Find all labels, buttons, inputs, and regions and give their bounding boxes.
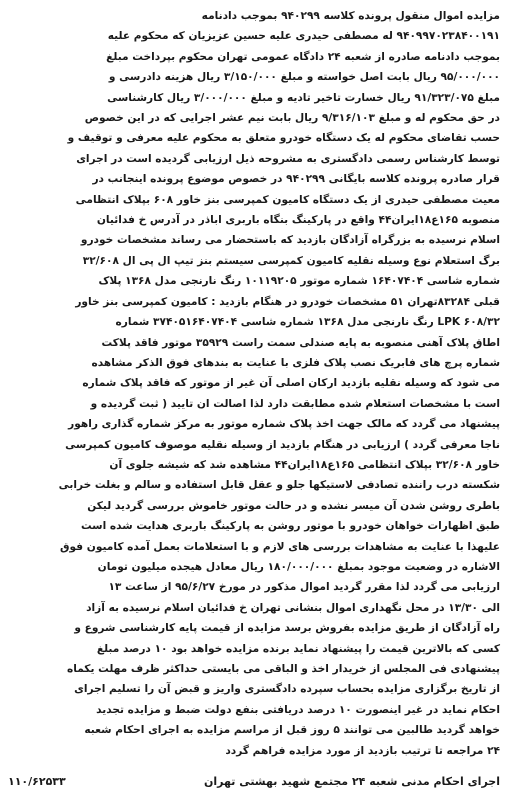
issuer-signature: اجرای احکام مدنی شعبه ۲۴ مجتمع شهید بهشتی تهران <box>203 775 500 788</box>
reference-number: ۱۱۰/۶۲۵۳۳ <box>8 775 66 788</box>
notice-body-text: مزایده اموال منقول پرونده کلاسه ۹۴۰۲۹۹ بموجب دادنامه ۹۴۰۹۹۷۰۲۳۸۴۰۰۱۹۱ له مصطفی حیدری علیه حسین عزیزیان که محکوم علیه بموجب دادنامه صادره از شعبه ۲۴ دادگاه عمومی تهران محکوم بپرداخت مبلغ ۹۵/۰۰۰/۰۰۰ ریال بابت اصل خواسته و مبلغ ۳/۱۵۰/۰۰۰ ریال هزینه دادرسی و مبلغ ۹۱/۳۲۳/۰۷۵ ریال خسارت تاخیر تادیه و مبلغ ۳/۰۰۰/۰۰۰ ریال کارشناسی در حق محکوم له و مبلغ ۹/۳۱۶/۱۰۳ ریال بابت نیم عشر اجرایی که در این خصوص حسب تقاضای محکوم له یک دستگاه خودرو متعلق به محکوم علیه معرفی و توقیف و توسط کارشناس رسمی دادگستری به مشروحه ذیل ارزیابی گردیده است در اجرای قرار صادره پرونده کلاسه بایگانی ۹۴۰۲۹۹ در خصوص موضوع پرونده اینجانب در معیت مصطفی حیدری از یک دستگاه کامیون کمپرسی بنز خاور ۶۰۸ بپلاک انتظامی منصوبه ۱۶۵ع۱۸ایران۴۴ واقع در پارکینگ بنگاه باربری اباذر در آدرس خ فدائیان اسلام نرسیده به بزرگراه آزادگان بازدید که باستحضار می رساند مشخصات خودرو برگ استعلام نوع وسیله نقلیه کامیون کمپرسی سیستم بنز تیپ ال پی ال ۳۲/۶۰۸ شماره شاسی ۱۶۴۰۷۴۰۴ شماره موتور ۱۰۱۱۹۲۰۵ رنگ نارنجی مدل ۱۳۶۸ پلاک قبلی ۸۳۲۸۴تهران ۵۱ مشخصات خودرو در هنگام بازدید : کامیون کمپرسی بنز خاور LPK ۶۰۸/۳۲ رنگ نارنجی مدل ۱۳۶۸ شماره شاسی ۳۷۴۰۵۱۶۴۰۷۴۰۴ شماره اطاق پلاک آهنی منصوبه به پایه صندلی سمت راست ۳۵۹۲۹ موتور فاقد پلاکت شماره پرچ های فابریک نصب پلاک فلزی با عنایت به بندهای فوق الذکر مشاهده می شود که وسیله نقلیه بازدید ارکان اصلی آن غیر از موتور که فاقد پلاک شماره است با مشخصات استعلام شده مطابقت دارد لذا اصالت ان تایید ( ثبت گردیده و پیشنهاد می گردد که مالک جهت اخذ پلاک شماره موتور به مرکز شماره گذاری راهور ناجا معرفی گردد ) ارزیابی در هنگام بازدید از وسیله نقلیه موصوف کامیون کمپرسی خاور ۳۲/۶۰۸ بپلاک انتظامی ۱۶۵ع۱۸ایران۴۴ مشاهده شد که شیشه جلوی آن شکسته درب راننده تصادفی لاستیکها جلو و عقل قابل استفاده و سالم و بغلت خرابی باطری روشن شدن آن میسر نشده و در حالت موتور خاموش بررسی گردید لیکن طبق اظهارات خواهان خودرو با موتور روشن به پارکینگ باربری هدایت شده است علیهذا با عنایت به مشاهدات بررسی های لازم و با استعلامات بعمل آمده کامیون فوق الاشاره در وضعیت موجود بمبلغ ۱۸۰/۰۰۰/۰۰۰ ریال معادل هیجده میلیون تومان ارزیابی می گردد لذا مقرر گردید اموال مذکور در مورخ ۹۵/۶/۲۷ از ساعت ۱۳ الی ۱۳/۳۰ در محل نگهداری اموال بنشانی تهران خ فدائیان اسلام نرسیده به آزاد راه آزادگان از طریق مزایده بفروش برسد مزایده از قیمت پایه کارشناسی شروع و کسی که بالاترین قیمت را پیشنهاد نماید برنده مزایده خواهد بود ۱۰ درصد مبلغ پیشنهادی فی المجلس از خریدار اخذ و الباقی می بایستی حداکثر ظرف مهلت یکماه از تاریخ برگزاری مزایده بحساب سپرده دادگستری واریز و قبض آن را تسلیم اجرای احکام نماید در غیر اینصورت ۱۰ درصد دریافتی بنفع دولت ضبط و مزایده تجدید خواهد گردید طالبین می توانند ۵ روز قبل از مراسم مزایده به اجرای احکام شعبه ۲۴ مراجعه تا ترتیب بازدید از مورد مزایده فراهم گردد <box>58 10 500 757</box>
auction-notice <box>8 6 500 790</box>
notice-footer <box>8 775 500 788</box>
